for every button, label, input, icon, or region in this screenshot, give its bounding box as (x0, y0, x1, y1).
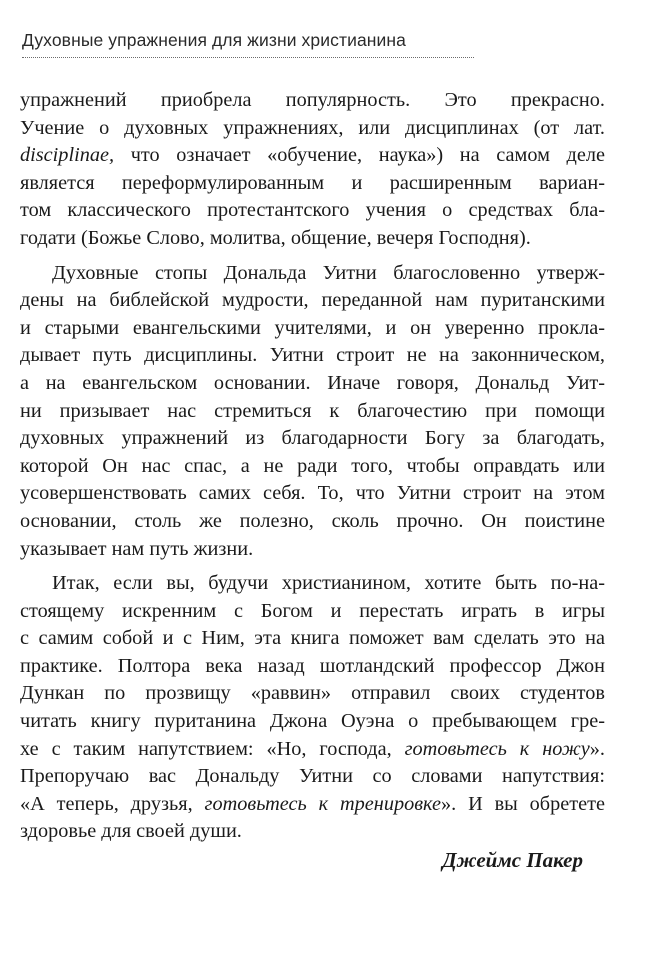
body-text (20, 87, 605, 846)
text-line: является переформулированным и расширенным вариан- (20, 171, 605, 194)
text-line: Учение о духовных упражнениях, или дисциплинах (от лат. (20, 116, 605, 139)
text-line: которой Он нас спас, а не ради того, чтобы оправдать или (20, 454, 605, 477)
text-line: усовершенствовать самих себя. То, что Уитни строит на этом (20, 482, 605, 505)
text-line: disciplinae, что означает «обучение, наука») на самом деле (20, 144, 605, 167)
text-line: Дункан по прозвищу «раввин» отправил своих студентов (20, 682, 605, 705)
text-line: практике. Полтора века назад шотландский профессор Джон (20, 654, 605, 677)
text-line: годати (Божье Слово, молитва, общение, вечеря Господня). (20, 226, 531, 249)
text-line: дывает путь дисциплины. Уитни строит не на законническом, (20, 344, 605, 367)
text-line: духовных упражнений из благодарности Богу за благодать, (20, 427, 605, 450)
text-line: с самим собой и с Ним, эта книга поможет вам сделать это на (20, 627, 605, 650)
author-signature: Джеймс Пакер (442, 848, 583, 872)
text-line: а на евангельском основании. Иначе говоря, Дональд Уит- (20, 371, 605, 394)
italic-quote: готовьтесь к ножу (404, 737, 590, 760)
text-line: ни призывает нас стремиться к благочестию при помощи (20, 399, 605, 422)
running-header: Духовные упражнения для жизни христианина (22, 30, 407, 50)
text-line: том классического протестантского учения о средствах бла- (20, 199, 605, 222)
text-line: Препоручаю вас Дональду Уитни со словами напутствия: (20, 765, 605, 788)
text-line: Итак, если вы, будучи христианином, хотите быть по-на- (52, 572, 605, 595)
text-line: стоящему искренним с Богом и перестать играть в игры (20, 599, 605, 622)
text-line: здоровье для своей души. (20, 820, 242, 843)
header-divider (22, 57, 474, 58)
text-line: дены на библейской мудрости, переданной нам пуританскими (20, 289, 605, 312)
text-line: читать книгу пуританина Джона Оуэна о пребывающем гре- (20, 710, 605, 733)
italic-quote: готовьтесь к тренировке (204, 792, 442, 815)
text-line: «А теперь, друзья, готовьтесь к тренировке». И вы обретете (20, 792, 605, 815)
text-line: хе с таким напутствием: «Но, господа, готовьтесь к ножу». (20, 737, 605, 760)
text-line: и старыми евангельскими учителями, и он уверенно прокла- (20, 316, 605, 339)
text-line: основании, столь же полезно, сколь прочно. Он поистине (20, 509, 605, 532)
text-line: упражнений приобрела популярность. Это прекрасно. (20, 89, 605, 111)
text-line: Духовные стопы Дональда Уитни благословенно утверж- (52, 261, 605, 284)
latin-term: disciplinae, (20, 144, 115, 167)
text-line: указывает нам путь жизни. (20, 537, 254, 560)
